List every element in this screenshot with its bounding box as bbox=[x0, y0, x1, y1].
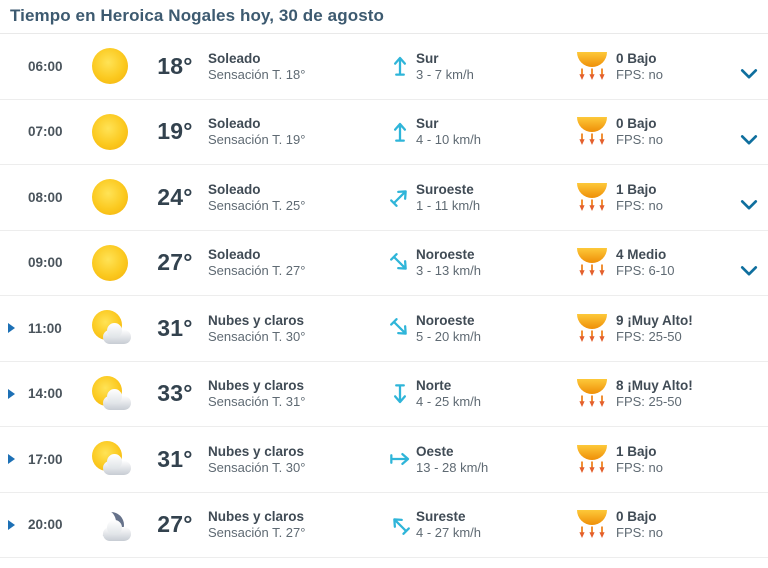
uv-sun-dome bbox=[577, 183, 607, 198]
sun-icon bbox=[89, 176, 131, 218]
condition-label: Nubes y claros bbox=[208, 509, 305, 525]
weather-icon-cell bbox=[78, 111, 142, 153]
forecast-row[interactable] bbox=[0, 231, 768, 297]
weather-icon-cell bbox=[78, 176, 142, 218]
uv-sun-dome bbox=[577, 379, 607, 394]
condition-block bbox=[208, 378, 384, 409]
chevron-down-icon[interactable] bbox=[740, 265, 758, 277]
chevron-cell bbox=[730, 134, 768, 146]
fps-label: FPS: no bbox=[616, 66, 663, 82]
wind-direction-label: Sureste bbox=[416, 509, 466, 525]
wind-arrow-cell bbox=[384, 512, 416, 538]
wind-arrow-cell bbox=[384, 381, 416, 407]
expand-marker-icon bbox=[8, 454, 15, 464]
expand-marker-cell bbox=[8, 454, 28, 464]
moon-cloud-icon bbox=[89, 504, 131, 546]
wind-speed-label: 3 - 7 km/h bbox=[416, 66, 474, 82]
uv-value-label: 0 Bajo bbox=[616, 50, 657, 66]
wind-arrow-cell bbox=[384, 315, 416, 341]
uv-sun-dome bbox=[577, 117, 607, 132]
uv-sun-dome bbox=[577, 52, 607, 67]
page-title: Tiempo en Heroica Nogales hoy, 30 de agosto bbox=[10, 6, 384, 25]
uv-value-label: 0 Bajo bbox=[616, 509, 657, 525]
wind-direction-arrow-icon bbox=[387, 53, 413, 79]
forecast-row[interactable] bbox=[0, 100, 768, 166]
uv-block bbox=[616, 378, 730, 409]
uv-index-icon bbox=[568, 183, 616, 212]
time-label: 08:00 bbox=[28, 189, 63, 205]
condition-label: Soleado bbox=[208, 181, 261, 197]
wind-direction-arrow-icon bbox=[382, 179, 419, 216]
uv-sun-dome bbox=[577, 445, 607, 460]
weather-icon-cell bbox=[78, 373, 142, 415]
wind-speed-label: 4 - 27 km/h bbox=[416, 525, 482, 541]
forecast-row[interactable] bbox=[0, 296, 768, 362]
uv-value-label: 0 Bajo bbox=[616, 116, 657, 132]
fps-label: FPS: no bbox=[616, 132, 663, 148]
wind-block bbox=[416, 182, 568, 213]
feels-like-label: Sensación T. 27° bbox=[208, 525, 306, 541]
sun-icon bbox=[89, 45, 131, 87]
uv-index-icon bbox=[568, 510, 616, 539]
weather-icon-cell bbox=[78, 242, 142, 284]
wind-arrow-cell bbox=[384, 119, 416, 145]
uv-block bbox=[616, 247, 730, 278]
uv-sun-dome bbox=[577, 248, 607, 263]
uv-block bbox=[616, 444, 730, 475]
uv-value-label: 8 ¡Muy Alto! bbox=[616, 378, 693, 394]
temperature-value: 24° bbox=[157, 183, 193, 210]
wind-block bbox=[416, 313, 568, 344]
wind-direction-arrow-icon bbox=[382, 310, 419, 347]
condition-block bbox=[208, 313, 384, 344]
sun-icon bbox=[89, 242, 131, 284]
sun-icon bbox=[89, 111, 131, 153]
wind-speed-label: 3 - 13 km/h bbox=[416, 263, 482, 279]
wind-direction-label: Oeste bbox=[416, 443, 454, 459]
uv-value-label: 9 ¡Muy Alto! bbox=[616, 312, 693, 328]
wind-block bbox=[416, 51, 568, 82]
uv-rays-down-icon bbox=[575, 264, 609, 277]
forecast-list bbox=[0, 33, 768, 558]
uv-block bbox=[616, 182, 730, 213]
wind-speed-label: 5 - 20 km/h bbox=[416, 328, 482, 344]
wind-block bbox=[416, 247, 568, 278]
expand-marker-cell bbox=[8, 127, 28, 137]
expand-marker-cell bbox=[8, 258, 28, 268]
sun-cloud-icon bbox=[89, 373, 131, 415]
condition-block bbox=[208, 444, 384, 475]
weather-icon-cell bbox=[78, 307, 142, 349]
expand-marker-icon bbox=[8, 323, 15, 333]
uv-rays-down-icon bbox=[575, 526, 609, 539]
feels-like-label: Sensación T. 25° bbox=[208, 197, 306, 213]
wind-direction-label: Norte bbox=[416, 378, 452, 394]
uv-index-icon bbox=[568, 52, 616, 81]
uv-sun-dome bbox=[577, 510, 607, 525]
forecast-row[interactable] bbox=[0, 493, 768, 559]
forecast-row[interactable] bbox=[0, 165, 768, 231]
fps-label: FPS: no bbox=[616, 525, 663, 541]
feels-like-label: Sensación T. 31° bbox=[208, 394, 306, 410]
chevron-cell bbox=[730, 396, 768, 408]
temperature-value: 19° bbox=[157, 118, 193, 145]
expand-marker-icon bbox=[8, 520, 15, 530]
wind-speed-label: 13 - 28 km/h bbox=[416, 459, 489, 475]
condition-block bbox=[208, 51, 384, 82]
wind-block bbox=[416, 444, 568, 475]
time-label: 07:00 bbox=[28, 124, 63, 140]
uv-index-icon bbox=[568, 248, 616, 277]
time-label: 17:00 bbox=[28, 451, 63, 467]
wind-direction-label: Suroeste bbox=[416, 181, 474, 197]
temperature-value: 33° bbox=[157, 380, 193, 407]
wind-speed-label: 1 - 11 km/h bbox=[416, 197, 481, 213]
wind-arrow-cell bbox=[384, 446, 416, 472]
weather-icon-cell bbox=[78, 504, 142, 546]
wind-speed-label: 4 - 25 km/h bbox=[416, 394, 482, 410]
condition-label: Soleado bbox=[208, 50, 261, 66]
chevron-cell bbox=[730, 265, 768, 277]
expand-marker-cell bbox=[8, 61, 28, 71]
uv-rays-down-icon bbox=[575, 199, 609, 212]
condition-block bbox=[208, 247, 384, 278]
feels-like-label: Sensación T. 18° bbox=[208, 66, 306, 82]
condition-block bbox=[208, 116, 384, 147]
uv-index-icon bbox=[568, 117, 616, 146]
uv-rays-down-icon bbox=[575, 68, 609, 81]
chevron-down-icon[interactable] bbox=[740, 134, 758, 146]
uv-index-icon bbox=[568, 445, 616, 474]
fps-label: FPS: no bbox=[616, 197, 663, 213]
condition-label: Nubes y claros bbox=[208, 312, 305, 328]
fps-label: FPS: no bbox=[616, 459, 663, 475]
condition-label: Nubes y claros bbox=[208, 443, 305, 459]
expand-marker-icon bbox=[8, 389, 15, 399]
wind-direction-label: Sur bbox=[416, 116, 439, 132]
chevron-down-icon[interactable] bbox=[740, 199, 758, 211]
time-label: 14:00 bbox=[28, 386, 63, 402]
condition-label: Soleado bbox=[208, 247, 261, 263]
wind-block bbox=[416, 116, 568, 147]
uv-value-label: 1 Bajo bbox=[616, 443, 657, 459]
fps-label: FPS: 25-50 bbox=[616, 394, 682, 410]
uv-index-icon bbox=[568, 379, 616, 408]
feels-like-label: Sensación T. 27° bbox=[208, 263, 306, 279]
chevron-cell bbox=[730, 68, 768, 80]
uv-rays-down-icon bbox=[575, 133, 609, 146]
expand-marker-cell bbox=[8, 520, 28, 530]
uv-rays-down-icon bbox=[575, 461, 609, 474]
temperature-value: 27° bbox=[157, 511, 193, 538]
expand-marker-cell bbox=[8, 323, 28, 333]
time-label: 20:00 bbox=[28, 517, 63, 533]
fps-label: FPS: 6-10 bbox=[616, 263, 675, 279]
time-label: 06:00 bbox=[28, 58, 63, 74]
wind-direction-arrow-icon bbox=[382, 244, 419, 281]
fps-label: FPS: 25-50 bbox=[616, 328, 682, 344]
sun-cloud-icon bbox=[89, 307, 131, 349]
uv-value-label: 1 Bajo bbox=[616, 181, 657, 197]
time-label: 09:00 bbox=[28, 255, 63, 271]
time-label: 11:00 bbox=[28, 320, 62, 336]
wind-block bbox=[416, 378, 568, 409]
wind-direction-label: Noroeste bbox=[416, 312, 475, 328]
condition-block bbox=[208, 182, 384, 213]
chevron-cell bbox=[730, 330, 768, 342]
uv-block bbox=[616, 313, 730, 344]
forecast-row[interactable] bbox=[0, 362, 768, 428]
temperature-value: 27° bbox=[157, 249, 193, 276]
expand-marker-cell bbox=[8, 192, 28, 202]
weather-icon-cell bbox=[78, 438, 142, 480]
wind-arrow-cell bbox=[384, 53, 416, 79]
wind-direction-label: Sur bbox=[416, 50, 439, 66]
chevron-cell bbox=[730, 199, 768, 211]
wind-direction-arrow-icon bbox=[387, 381, 413, 407]
weather-icon-cell bbox=[78, 45, 142, 87]
forecast-row[interactable] bbox=[0, 427, 768, 493]
uv-rays-down-icon bbox=[575, 395, 609, 408]
wind-block bbox=[416, 509, 568, 540]
uv-sun-dome bbox=[577, 314, 607, 329]
uv-block bbox=[616, 116, 730, 147]
uv-value-label: 4 Medio bbox=[616, 247, 667, 263]
temperature-value: 31° bbox=[157, 445, 193, 472]
wind-speed-label: 4 - 10 km/h bbox=[416, 132, 482, 148]
uv-index-icon bbox=[568, 314, 616, 343]
feels-like-label: Sensación T. 19° bbox=[208, 132, 306, 148]
condition-block bbox=[208, 509, 384, 540]
feels-like-label: Sensación T. 30° bbox=[208, 328, 306, 344]
sun-cloud-icon bbox=[89, 438, 131, 480]
uv-rays-down-icon bbox=[575, 330, 609, 343]
uv-block bbox=[616, 509, 730, 540]
wind-arrow-cell bbox=[384, 250, 416, 276]
wind-arrow-cell bbox=[384, 184, 416, 210]
wind-direction-arrow-icon bbox=[382, 506, 419, 543]
wind-direction-label: Noroeste bbox=[416, 247, 475, 263]
wind-direction-arrow-icon bbox=[387, 119, 413, 145]
chevron-cell bbox=[730, 461, 768, 473]
forecast-row[interactable] bbox=[0, 34, 768, 100]
wind-direction-arrow-icon bbox=[387, 446, 413, 472]
expand-marker-cell bbox=[8, 389, 28, 399]
temperature-value: 18° bbox=[157, 52, 193, 79]
condition-label: Nubes y claros bbox=[208, 378, 305, 394]
chevron-cell bbox=[730, 527, 768, 539]
uv-block bbox=[616, 51, 730, 82]
chevron-down-icon[interactable] bbox=[740, 68, 758, 80]
temperature-value: 31° bbox=[157, 314, 193, 341]
feels-like-label: Sensación T. 30° bbox=[208, 459, 306, 475]
condition-label: Soleado bbox=[208, 116, 261, 132]
